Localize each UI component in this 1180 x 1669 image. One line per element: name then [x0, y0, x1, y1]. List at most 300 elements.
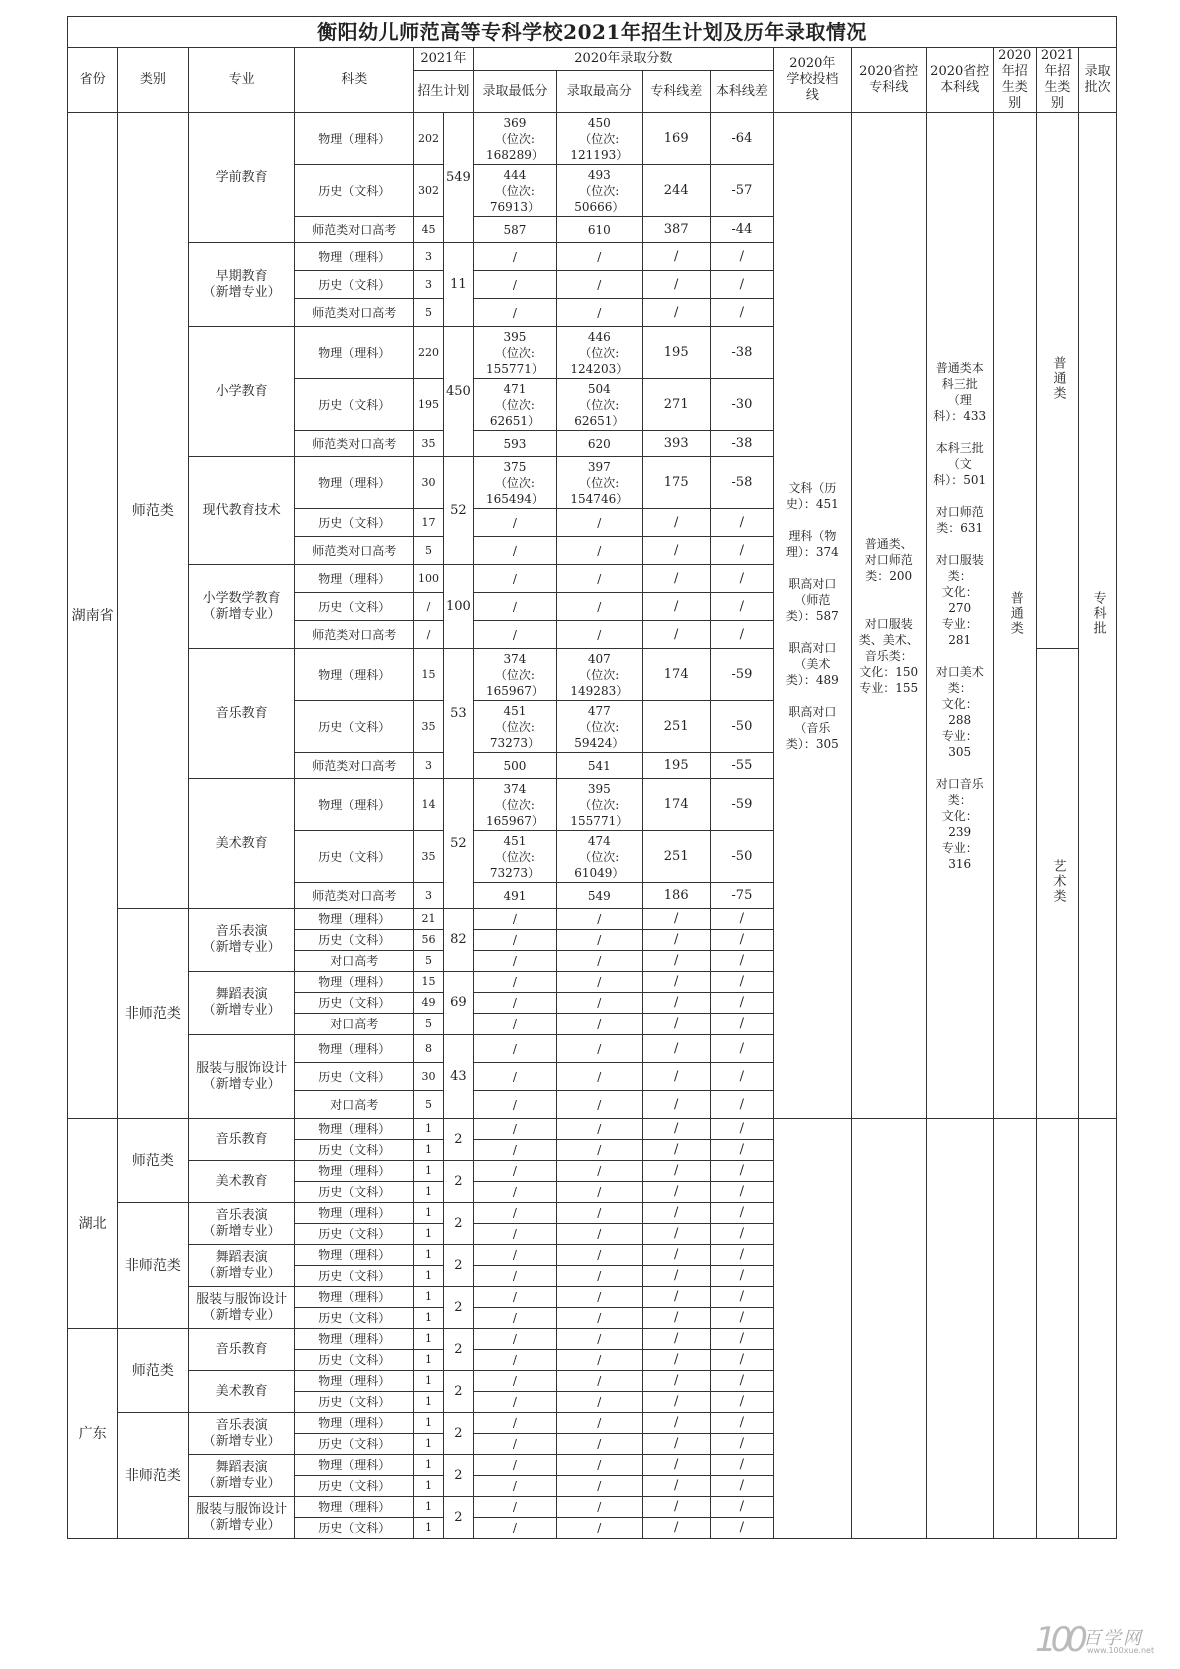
batch-empty	[1079, 1119, 1117, 1539]
min-score-cell: /	[473, 299, 556, 327]
plan-count-cell: 15	[414, 972, 444, 993]
type-2021-general-cell	[1036, 113, 1079, 649]
max-score-cell: /	[557, 1203, 642, 1224]
subject-cell: 物理（理科）	[295, 113, 414, 165]
diff-bk-cell: /	[710, 1161, 773, 1182]
diff-bk-cell: -59	[710, 779, 773, 831]
max-score-cell: 395 （位次: 155771）	[557, 779, 642, 831]
max-score-cell: /	[557, 299, 642, 327]
max-score-cell: 446 （位次: 124203）	[557, 327, 642, 379]
max-score-cell: /	[557, 930, 642, 951]
diff-zk-cell: /	[642, 1497, 710, 1518]
diff-bk-cell: /	[710, 1035, 773, 1063]
plan-count-cell: 5	[414, 299, 444, 327]
plan-count-cell: 1	[414, 1392, 444, 1413]
diff-bk-cell: /	[710, 1434, 773, 1455]
diff-zk-cell: 251	[642, 831, 710, 883]
subject-cell: 历史（文科）	[295, 993, 414, 1014]
diff-zk-cell: /	[642, 271, 710, 299]
diff-zk-cell: /	[642, 930, 710, 951]
min-score-cell: 444 （位次: 76913）	[473, 165, 556, 217]
subject-cell: 对口高考	[295, 951, 414, 972]
diff-bk-cell: /	[710, 1266, 773, 1287]
subject-cell: 历史（文科）	[295, 1140, 414, 1161]
subject-cell: 物理（理科）	[295, 779, 414, 831]
diff-zk-cell: 393	[642, 431, 710, 457]
category-cell: 师范类	[118, 1329, 188, 1413]
min-score-cell: 374 （位次: 165967）	[473, 779, 556, 831]
diff-zk-cell: /	[642, 1035, 710, 1063]
table-title: 衡阳幼儿师范高等专科学校2021年招生计划及历年录取情况	[68, 17, 1117, 48]
plan-total-cell: 2	[443, 1455, 473, 1497]
plan-count-cell: 302	[414, 165, 444, 217]
subject-cell: 物理（理科）	[295, 1455, 414, 1476]
subject-cell: 物理（理科）	[295, 457, 414, 509]
subject-cell: 历史（文科）	[295, 509, 414, 537]
diff-bk-cell: /	[710, 593, 773, 621]
diff-bk-cell: -57	[710, 165, 773, 217]
plan-count-cell: 56	[414, 930, 444, 951]
min-score-cell: /	[473, 1413, 556, 1434]
diff-zk-cell: /	[642, 1119, 710, 1140]
min-score-cell: /	[473, 972, 556, 993]
header-type-2021: 2021 年招 生类 别	[1036, 48, 1079, 113]
header-max: 录取最高分	[557, 71, 642, 113]
min-score-cell: /	[473, 930, 556, 951]
major-cell: 音乐教育	[188, 1119, 295, 1161]
subject-cell: 物理（理科）	[295, 1329, 414, 1350]
min-score-cell: /	[473, 509, 556, 537]
plan-count-cell: 14	[414, 779, 444, 831]
max-score-cell: /	[557, 1224, 642, 1245]
diff-zk-cell: /	[642, 1308, 710, 1329]
plan-total-cell: 2	[443, 1371, 473, 1413]
diff-zk-cell: /	[642, 1091, 710, 1119]
zk-line-empty	[851, 1119, 926, 1539]
diff-bk-cell: /	[710, 1203, 773, 1224]
min-score-cell: /	[473, 993, 556, 1014]
min-score-cell: /	[473, 1161, 556, 1182]
plan-count-cell: 35	[414, 701, 444, 753]
diff-zk-cell: /	[642, 909, 710, 930]
header-province: 省份	[68, 48, 118, 113]
plan-total-cell: 2	[443, 1287, 473, 1329]
max-score-cell: /	[557, 1308, 642, 1329]
min-score-cell: /	[473, 1035, 556, 1063]
province-cell: 广东	[68, 1329, 118, 1539]
min-score-cell: 471 （位次: 62651）	[473, 379, 556, 431]
diff-zk-cell: 186	[642, 883, 710, 909]
subject-cell: 物理（理科）	[295, 1287, 414, 1308]
diff-bk-cell: -55	[710, 753, 773, 779]
min-score-cell: /	[473, 1518, 556, 1539]
diff-bk-cell: /	[710, 537, 773, 565]
diff-bk-cell: /	[710, 1455, 773, 1476]
max-score-cell: /	[557, 1266, 642, 1287]
diff-zk-cell: /	[642, 1455, 710, 1476]
diff-bk-cell: /	[710, 1287, 773, 1308]
plan-count-cell: /	[414, 593, 444, 621]
plan-count-cell: 1	[414, 1371, 444, 1392]
min-score-cell: /	[473, 271, 556, 299]
header-toudang: 2020年 学校投档 线	[773, 48, 851, 113]
major-cell: 舞蹈表演 （新增专业）	[188, 972, 295, 1035]
plan-total-cell: 2	[443, 1245, 473, 1287]
header-zk-line: 2020省控 专科线	[851, 48, 926, 113]
diff-zk-cell: /	[642, 972, 710, 993]
diff-zk-cell: 251	[642, 701, 710, 753]
min-score-cell: /	[473, 621, 556, 649]
diff-zk-cell: 244	[642, 165, 710, 217]
max-score-cell: /	[557, 537, 642, 565]
min-score-cell: /	[473, 1497, 556, 1518]
plan-count-cell: 1	[414, 1497, 444, 1518]
subject-cell: 物理（理科）	[295, 972, 414, 993]
major-cell: 美术教育	[188, 1161, 295, 1203]
min-score-cell: 374 （位次: 165967）	[473, 649, 556, 701]
diff-zk-cell: /	[642, 593, 710, 621]
max-score-cell: /	[557, 1392, 642, 1413]
plan-count-cell: 45	[414, 217, 444, 243]
subject-cell: 历史（文科）	[295, 593, 414, 621]
category-cell: 非师范类	[118, 909, 188, 1119]
diff-bk-cell: -50	[710, 701, 773, 753]
plan-total-cell: 100	[443, 565, 473, 649]
plan-total-cell: 2	[443, 1497, 473, 1539]
max-score-cell: /	[557, 1063, 642, 1091]
diff-bk-cell: -44	[710, 217, 773, 243]
plan-count-cell: /	[414, 621, 444, 649]
category-cell: 师范类	[118, 1119, 188, 1203]
plan-total-cell: 2	[443, 1119, 473, 1161]
plan-total-cell: 53	[443, 649, 473, 779]
diff-zk-cell: 271	[642, 379, 710, 431]
plan-count-cell: 1	[414, 1140, 444, 1161]
major-cell: 音乐教育	[188, 649, 295, 779]
header-type-2020: 2020 年招 生类 别	[993, 48, 1036, 113]
category-cell: 师范类	[118, 113, 188, 909]
min-score-cell: /	[473, 537, 556, 565]
subject-cell: 物理（理科）	[295, 1371, 414, 1392]
major-cell: 舞蹈表演 （新增专业）	[188, 1455, 295, 1497]
major-cell: 音乐表演 （新增专业）	[188, 1413, 295, 1455]
plan-count-cell: 1	[414, 1182, 444, 1203]
diff-bk-cell: /	[710, 930, 773, 951]
min-score-cell: /	[473, 1224, 556, 1245]
min-score-cell: /	[473, 243, 556, 271]
diff-zk-cell: /	[642, 1371, 710, 1392]
plan-total-cell: 43	[443, 1035, 473, 1119]
subject-cell: 物理（理科）	[295, 565, 414, 593]
subject-cell: 物理（理科）	[295, 1497, 414, 1518]
diff-zk-cell: /	[642, 509, 710, 537]
min-score-cell: 587	[473, 217, 556, 243]
diff-zk-cell: /	[642, 1518, 710, 1539]
max-score-cell: /	[557, 1245, 642, 1266]
max-score-cell: 450 （位次: 121193）	[557, 113, 642, 165]
diff-zk-cell: /	[642, 1413, 710, 1434]
diff-zk-cell: /	[642, 1329, 710, 1350]
max-score-cell: /	[557, 509, 642, 537]
header-diff-zk: 专科线差	[642, 71, 710, 113]
max-score-cell: /	[557, 1014, 642, 1035]
diff-zk-cell: /	[642, 1182, 710, 1203]
major-cell: 服装与服饰设计 （新增专业）	[188, 1497, 295, 1539]
diff-bk-cell: -38	[710, 327, 773, 379]
min-score-cell: /	[473, 1455, 556, 1476]
subject-cell: 历史（文科）	[295, 1182, 414, 1203]
diff-zk-cell: /	[642, 1434, 710, 1455]
bk-line-empty	[926, 1119, 993, 1539]
plan-count-cell: 1	[414, 1245, 444, 1266]
subject-cell: 物理（理科）	[295, 243, 414, 271]
diff-zk-cell: /	[642, 993, 710, 1014]
diff-bk-cell: /	[710, 1497, 773, 1518]
diff-zk-cell: /	[642, 621, 710, 649]
diff-bk-cell: /	[710, 1350, 773, 1371]
min-score-cell: /	[473, 1434, 556, 1455]
type-2021-art-cell-text: 艺术类	[1050, 858, 1066, 904]
diff-zk-cell: 169	[642, 113, 710, 165]
plan-total-cell: 2	[443, 1203, 473, 1245]
min-score-cell: /	[473, 1091, 556, 1119]
table-row	[68, 113, 1117, 165]
header-scores-2020: 2020年录取分数	[473, 48, 773, 71]
plan-count-cell: 1	[414, 1308, 444, 1329]
type-2020-cell	[993, 113, 1036, 1119]
max-score-cell: /	[557, 1434, 642, 1455]
diff-zk-cell: /	[642, 1476, 710, 1497]
province-cell: 湖南省	[68, 113, 118, 1119]
max-score-cell: /	[557, 1518, 642, 1539]
major-cell: 美术教育	[188, 779, 295, 909]
min-score-cell: /	[473, 1287, 556, 1308]
plan-count-cell: 5	[414, 951, 444, 972]
major-cell: 音乐表演 （新增专业）	[188, 909, 295, 972]
max-score-cell: /	[557, 1035, 642, 1063]
watermark-url: www.100xue.net	[1087, 1646, 1155, 1655]
diff-zk-cell: /	[642, 1203, 710, 1224]
subject-cell: 历史（文科）	[295, 1224, 414, 1245]
plan-count-cell: 100	[414, 565, 444, 593]
watermark	[1035, 1620, 1175, 1660]
diff-bk-cell: -30	[710, 379, 773, 431]
plan-count-cell: 8	[414, 1035, 444, 1063]
subject-cell: 历史（文科）	[295, 271, 414, 299]
max-score-cell: /	[557, 1329, 642, 1350]
diff-bk-cell: /	[710, 1245, 773, 1266]
max-score-cell: 474 （位次: 61049）	[557, 831, 642, 883]
header-diff-bk: 本科线差	[710, 71, 773, 113]
max-score-cell: 541	[557, 753, 642, 779]
subject-cell: 物理（理科）	[295, 1245, 414, 1266]
subject-cell: 历史（文科）	[295, 1350, 414, 1371]
diff-bk-cell: /	[710, 565, 773, 593]
major-cell: 服装与服饰设计 （新增专业）	[188, 1287, 295, 1329]
toudang-line-empty	[773, 1119, 851, 1539]
major-cell: 舞蹈表演 （新增专业）	[188, 1245, 295, 1287]
plan-count-cell: 5	[414, 537, 444, 565]
plan-count-cell: 1	[414, 1224, 444, 1245]
diff-bk-cell: -38	[710, 431, 773, 457]
min-score-cell: /	[473, 1063, 556, 1091]
max-score-cell: 407 （位次: 149283）	[557, 649, 642, 701]
subject-cell: 物理（理科）	[295, 1161, 414, 1182]
plan-count-cell: 1	[414, 1476, 444, 1497]
major-cell: 早期教育 （新增专业）	[188, 243, 295, 327]
subject-cell: 物理（理科）	[295, 327, 414, 379]
zk-line-cell: 普通类、 对口师范 类：200 对口服装 类、美术、 音乐类： 文化：150 专业：155	[851, 113, 926, 1119]
subject-cell: 师范类对口高考	[295, 621, 414, 649]
header-major: 专业	[188, 48, 295, 113]
min-score-cell: /	[473, 593, 556, 621]
diff-zk-cell: /	[642, 1287, 710, 1308]
major-cell: 现代教育技术	[188, 457, 295, 565]
toudang-line-cell: 文科（历 史）：451 理科（物 理）：374 职高对口 （师范 类）：587 职高对口 （美术 类）：489 职高对口 （音乐 类）：305	[773, 113, 851, 1119]
admission-table	[67, 16, 1117, 1539]
min-score-cell: /	[473, 1308, 556, 1329]
plan-count-cell: 1	[414, 1329, 444, 1350]
diff-bk-cell: /	[710, 1308, 773, 1329]
type-2020-cell-text: 普通类	[1007, 590, 1023, 636]
subject-cell: 历史（文科）	[295, 165, 414, 217]
max-score-cell: /	[557, 972, 642, 993]
plan-count-cell: 15	[414, 649, 444, 701]
max-score-cell: /	[557, 1287, 642, 1308]
subject-cell: 历史（文科）	[295, 1476, 414, 1497]
major-cell: 音乐表演 （新增专业）	[188, 1203, 295, 1245]
diff-bk-cell: /	[710, 1119, 773, 1140]
diff-zk-cell: /	[642, 1161, 710, 1182]
max-score-cell: 477 （位次: 59424）	[557, 701, 642, 753]
diff-zk-cell: /	[642, 1266, 710, 1287]
max-score-cell: /	[557, 993, 642, 1014]
plan-count-cell: 3	[414, 883, 444, 909]
min-score-cell: /	[473, 1392, 556, 1413]
plan-total-cell: 549	[443, 113, 473, 243]
subject-cell: 物理（理科）	[295, 1203, 414, 1224]
min-score-cell: 395 （位次: 155771）	[473, 327, 556, 379]
subject-cell: 历史（文科）	[295, 1518, 414, 1539]
max-score-cell: /	[557, 1091, 642, 1119]
plan-count-cell: 17	[414, 509, 444, 537]
diff-zk-cell: /	[642, 1063, 710, 1091]
diff-zk-cell: 195	[642, 753, 710, 779]
diff-bk-cell: /	[710, 1329, 773, 1350]
max-score-cell: 610	[557, 217, 642, 243]
subject-cell: 历史（文科）	[295, 1434, 414, 1455]
header-category: 类别	[118, 48, 188, 113]
diff-bk-cell: -58	[710, 457, 773, 509]
plan-count-cell: 1	[414, 1203, 444, 1224]
diff-bk-cell: /	[710, 909, 773, 930]
plan-count-cell: 1	[414, 1266, 444, 1287]
type-2021-art-cell	[1036, 649, 1079, 1119]
max-score-cell: 620	[557, 431, 642, 457]
diff-zk-cell: 175	[642, 457, 710, 509]
min-score-cell: /	[473, 1140, 556, 1161]
admission-table-sheet	[67, 16, 1117, 1539]
plan-count-cell: 35	[414, 831, 444, 883]
diff-zk-cell: /	[642, 1014, 710, 1035]
diff-bk-cell: /	[710, 951, 773, 972]
max-score-cell: /	[557, 271, 642, 299]
diff-bk-cell: /	[710, 1476, 773, 1497]
diff-bk-cell: -64	[710, 113, 773, 165]
plan-total-cell: 11	[443, 243, 473, 327]
diff-bk-cell: /	[710, 1091, 773, 1119]
max-score-cell: /	[557, 1161, 642, 1182]
max-score-cell: /	[557, 621, 642, 649]
plan-count-cell: 1	[414, 1119, 444, 1140]
max-score-cell: /	[557, 593, 642, 621]
subject-cell: 历史（文科）	[295, 1392, 414, 1413]
subject-cell: 对口高考	[295, 1091, 414, 1119]
max-score-cell: /	[557, 951, 642, 972]
plan-count-cell: 1	[414, 1455, 444, 1476]
subject-cell: 历史（文科）	[295, 1266, 414, 1287]
diff-bk-cell: /	[710, 509, 773, 537]
plan-count-cell: 30	[414, 1063, 444, 1091]
max-score-cell: /	[557, 1182, 642, 1203]
subject-cell: 师范类对口高考	[295, 883, 414, 909]
max-score-cell: /	[557, 1455, 642, 1476]
major-cell: 小学教育	[188, 327, 295, 457]
diff-bk-cell: /	[710, 1182, 773, 1203]
type-2021-empty	[1036, 1119, 1079, 1539]
plan-count-cell: 220	[414, 327, 444, 379]
subject-cell: 物理（理科）	[295, 1413, 414, 1434]
min-score-cell: /	[473, 951, 556, 972]
min-score-cell: 593	[473, 431, 556, 457]
diff-zk-cell: /	[642, 565, 710, 593]
diff-bk-cell: /	[710, 1392, 773, 1413]
watermark-text: 百学网	[1083, 1628, 1143, 1649]
min-score-cell: 491	[473, 883, 556, 909]
diff-zk-cell: 195	[642, 327, 710, 379]
plan-count-cell: 1	[414, 1287, 444, 1308]
subject-cell: 师范类对口高考	[295, 217, 414, 243]
min-score-cell: /	[473, 1203, 556, 1224]
min-score-cell: /	[473, 1245, 556, 1266]
plan-total-cell: 2	[443, 1413, 473, 1455]
category-cell: 非师范类	[118, 1413, 188, 1539]
major-cell: 美术教育	[188, 1371, 295, 1413]
diff-zk-cell: /	[642, 1245, 710, 1266]
subject-cell: 师范类对口高考	[295, 431, 414, 457]
subject-cell: 历史（文科）	[295, 831, 414, 883]
plan-count-cell: 35	[414, 431, 444, 457]
min-score-cell: /	[473, 1329, 556, 1350]
plan-count-cell: 30	[414, 457, 444, 509]
diff-zk-cell: /	[642, 299, 710, 327]
header-bk-line: 2020省控 本科线	[926, 48, 993, 113]
subject-cell: 师范类对口高考	[295, 537, 414, 565]
diff-bk-cell: /	[710, 1413, 773, 1434]
type-2020-empty	[993, 1119, 1036, 1539]
max-score-cell: 493 （位次: 50666）	[557, 165, 642, 217]
diff-bk-cell: /	[710, 271, 773, 299]
min-score-cell: 369 （位次: 168289）	[473, 113, 556, 165]
max-score-cell: /	[557, 243, 642, 271]
min-score-cell: /	[473, 1371, 556, 1392]
table-row	[68, 1119, 1117, 1140]
subject-cell: 历史（文科）	[295, 379, 414, 431]
bk-line-cell: 普通类本 科三批 （理 科）：433 本科三批 （文 科）：501 对口师范 类：631 对口服装 类： 文化： 270 专业： 281 对口美术 类： 文化： 288 专业： 305 对口音乐 类： 文化： 239 专业： 316	[926, 113, 993, 1119]
diff-bk-cell: /	[710, 299, 773, 327]
plan-count-cell: 3	[414, 271, 444, 299]
plan-total-cell: 2	[443, 1329, 473, 1371]
